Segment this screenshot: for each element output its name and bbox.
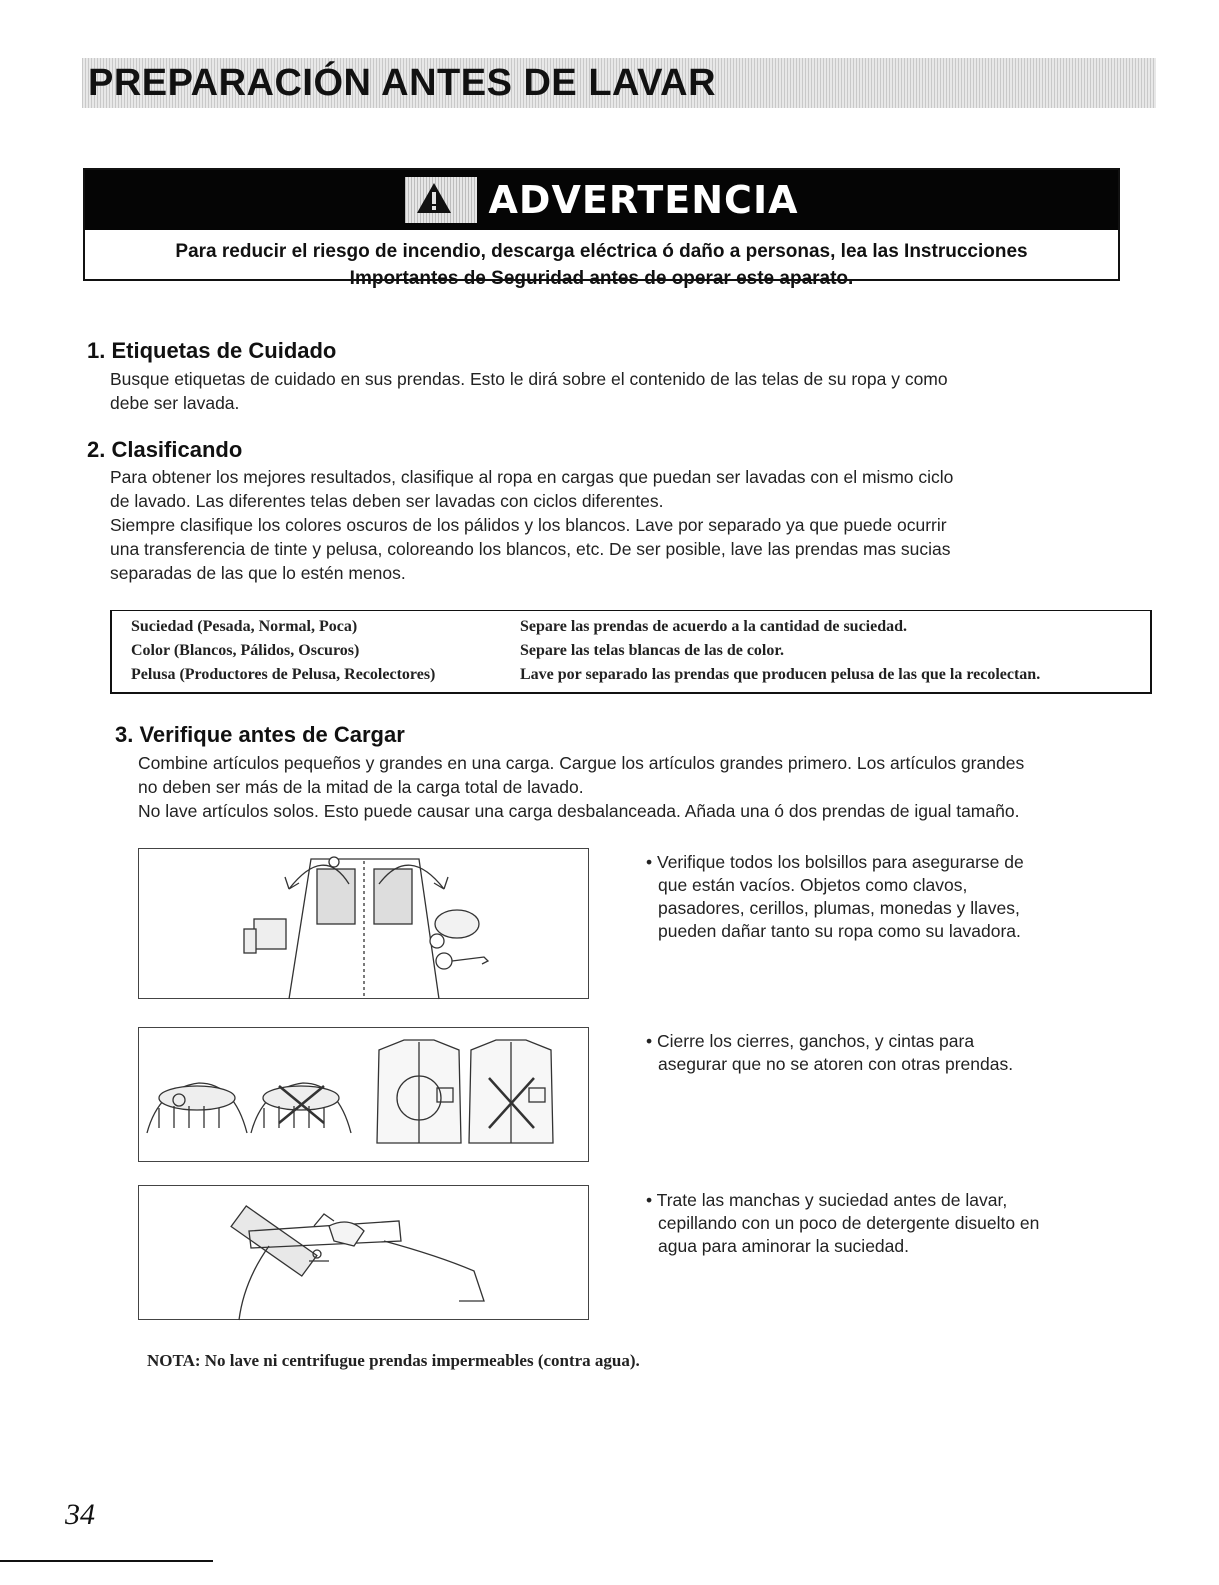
section-body-sorting bbox=[110, 465, 953, 585]
tip-pockets-text bbox=[646, 851, 1118, 943]
table-cell-category: Color (Blancos, Pálidos, Oscuros) bbox=[131, 642, 360, 659]
table-cell-category: Pelusa (Productores de Pelusa, Recolectores) bbox=[131, 666, 436, 683]
warning-line-1: Para reducir el riesgo de incendio, descarga eléctrica ó daño a personas, lea las Instrucciones bbox=[175, 241, 1028, 262]
warning-line-2: Importantes de Seguridad antes de operar este aparato. bbox=[349, 268, 854, 289]
warning-triangle-icon bbox=[415, 181, 453, 220]
page-title: PREPARACIÓN ANTES DE LAVAR bbox=[88, 62, 717, 104]
text-line: no deben ser más de la mitad de la carga total de lavado. bbox=[138, 777, 584, 797]
text-line: • Trate las manchas y suciedad antes de lavar, bbox=[646, 1190, 1008, 1210]
text-line: asegurar que no se atoren con otras prendas. bbox=[658, 1054, 1014, 1074]
section-body-care-labels bbox=[110, 367, 948, 415]
tip-zippers-text bbox=[646, 1030, 1118, 1076]
text-line: debe ser lavada. bbox=[110, 393, 240, 413]
section-body-check-before-loading bbox=[138, 751, 1024, 823]
text-line: de lavado. Las diferentes telas deben ser lavadas con ciclos diferentes. bbox=[110, 491, 664, 511]
table-cell-instruction: Separe las telas blancas de las de color. bbox=[520, 642, 785, 659]
section-title-care-labels: 1. Etiquetas de Cuidado bbox=[87, 338, 337, 363]
text-line: Busque etiquetas de cuidado en sus prendas. Esto le dirá sobre el contenido de las telas de su ropa y como bbox=[110, 369, 948, 389]
warning-bar bbox=[85, 170, 1118, 230]
sorting-table bbox=[110, 610, 1152, 694]
table-row bbox=[112, 639, 1150, 663]
text-line: separadas de las que lo estén menos. bbox=[110, 563, 406, 583]
zippers-hooks-illustration bbox=[138, 1027, 589, 1162]
text-line: Combine artículos pequeños y grandes en una carga. Cargue los artículos grandes primero. Los artículos grandes bbox=[138, 753, 1025, 773]
warning-box bbox=[83, 168, 1120, 289]
table-cell-instruction: Lave por separado las prendas que producen pelusa de las que la recolectan. bbox=[520, 666, 1041, 683]
table-row bbox=[112, 663, 1150, 687]
pants-pockets-illustration bbox=[138, 848, 589, 999]
text-line: una transferencia de tinte y pelusa, coloreando los blancos, etc. De ser posible, lave las prendas mas sucias bbox=[110, 539, 951, 559]
text-line: cepillando con un poco de detergente disuelto en bbox=[658, 1213, 1040, 1233]
text-line: Siempre clasifique los colores oscuros de los pálidos y los blancos. Lave por separado ya que puede ocurrir bbox=[110, 515, 947, 535]
section-title-check-before-loading: 3. Verifique antes de Cargar bbox=[115, 722, 405, 747]
note-text: NOTA: No lave ni centrifugue prendas impermeables (contra agua). bbox=[147, 1351, 640, 1370]
warning-heading: ADVERTENCIA bbox=[488, 178, 799, 222]
table-cell-category: Suciedad (Pesada, Normal, Poca) bbox=[131, 618, 358, 635]
table-row bbox=[112, 615, 1150, 639]
text-line: pasadores, cerillos, plumas, monedas y llaves, bbox=[658, 898, 1020, 918]
section-title-sorting: 2. Clasificando bbox=[87, 437, 243, 462]
page-number: 34 bbox=[65, 1498, 95, 1531]
warning-badge bbox=[405, 177, 477, 223]
text-line: que están vacíos. Objetos como clavos, bbox=[658, 875, 968, 895]
text-line: • Cierre los cierres, ganchos, y cintas para bbox=[646, 1031, 975, 1051]
text-line: Para obtener los mejores resultados, clasifique al ropa en cargas que puedan ser lavadas con el mismo ciclo bbox=[110, 467, 954, 487]
stain-pretreat-illustration bbox=[138, 1185, 589, 1320]
warning-text bbox=[85, 238, 1118, 292]
text-line: No lave artículos solos. Esto puede causar una carga desbalanceada. Añada una ó dos prendas de igual tamaño. bbox=[138, 801, 1020, 821]
text-line: agua para aminorar la suciedad. bbox=[658, 1236, 909, 1256]
text-line: • Verifique todos los bolsillos para asegurarse de bbox=[646, 852, 1024, 872]
text-line: pueden dañar tanto su ropa como su lavadora. bbox=[658, 921, 1021, 941]
footer-rule bbox=[0, 1560, 213, 1562]
tip-stains-text bbox=[646, 1189, 1118, 1258]
table-cell-instruction: Separe las prendas de acuerdo a la cantidad de suciedad. bbox=[520, 618, 908, 635]
